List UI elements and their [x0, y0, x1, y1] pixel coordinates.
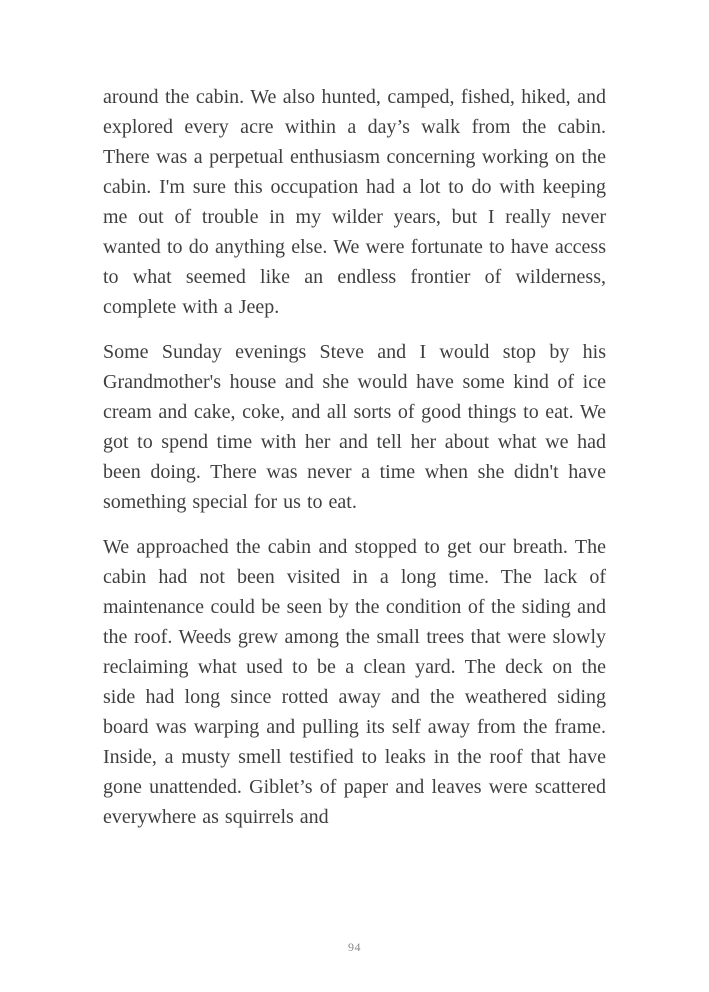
paragraph-3: We approached the cabin and stopped to get our breath. The cabin had not been visited in a long time. The lack of maintenance could be seen by the condition of the siding and the roof. Weeds grew among the small trees that were slowly reclaiming what used to be a clean yard. The deck on the side had long since rotted away and the weathered siding board was warping and pulling its self away from the frame. Inside, a musty smell testified to leaks in the roof that have gone unattended. Giblet’s of paper and leaves were scattered everywhere as squirrels and	[103, 536, 606, 828]
page-number: 94	[348, 940, 361, 954]
paragraph-1: around the cabin. We also hunted, camped, fished, hiked, and explored every acre within a day’s walk from the cabin. There was a perpetual enthusiasm concerning working on the cabin. I'm sure this occupation had a lot to do with keeping me out of trouble in my wilder years, but I really never wanted to do anything else. We were fortunate to have access to what seemed like an endless frontier of wilderness, complete with a Jeep.	[103, 86, 606, 318]
page-text-block	[103, 82, 606, 832]
paragraph-2: Some Sunday evenings Steve and I would stop by his Grandmother's house and she would have some kind of ice cream and cake, coke, and all sorts of good things to eat. We got to spend time with her and tell her about what we had been doing. There was never a time when she didn't have something special for us to eat.	[103, 341, 606, 513]
